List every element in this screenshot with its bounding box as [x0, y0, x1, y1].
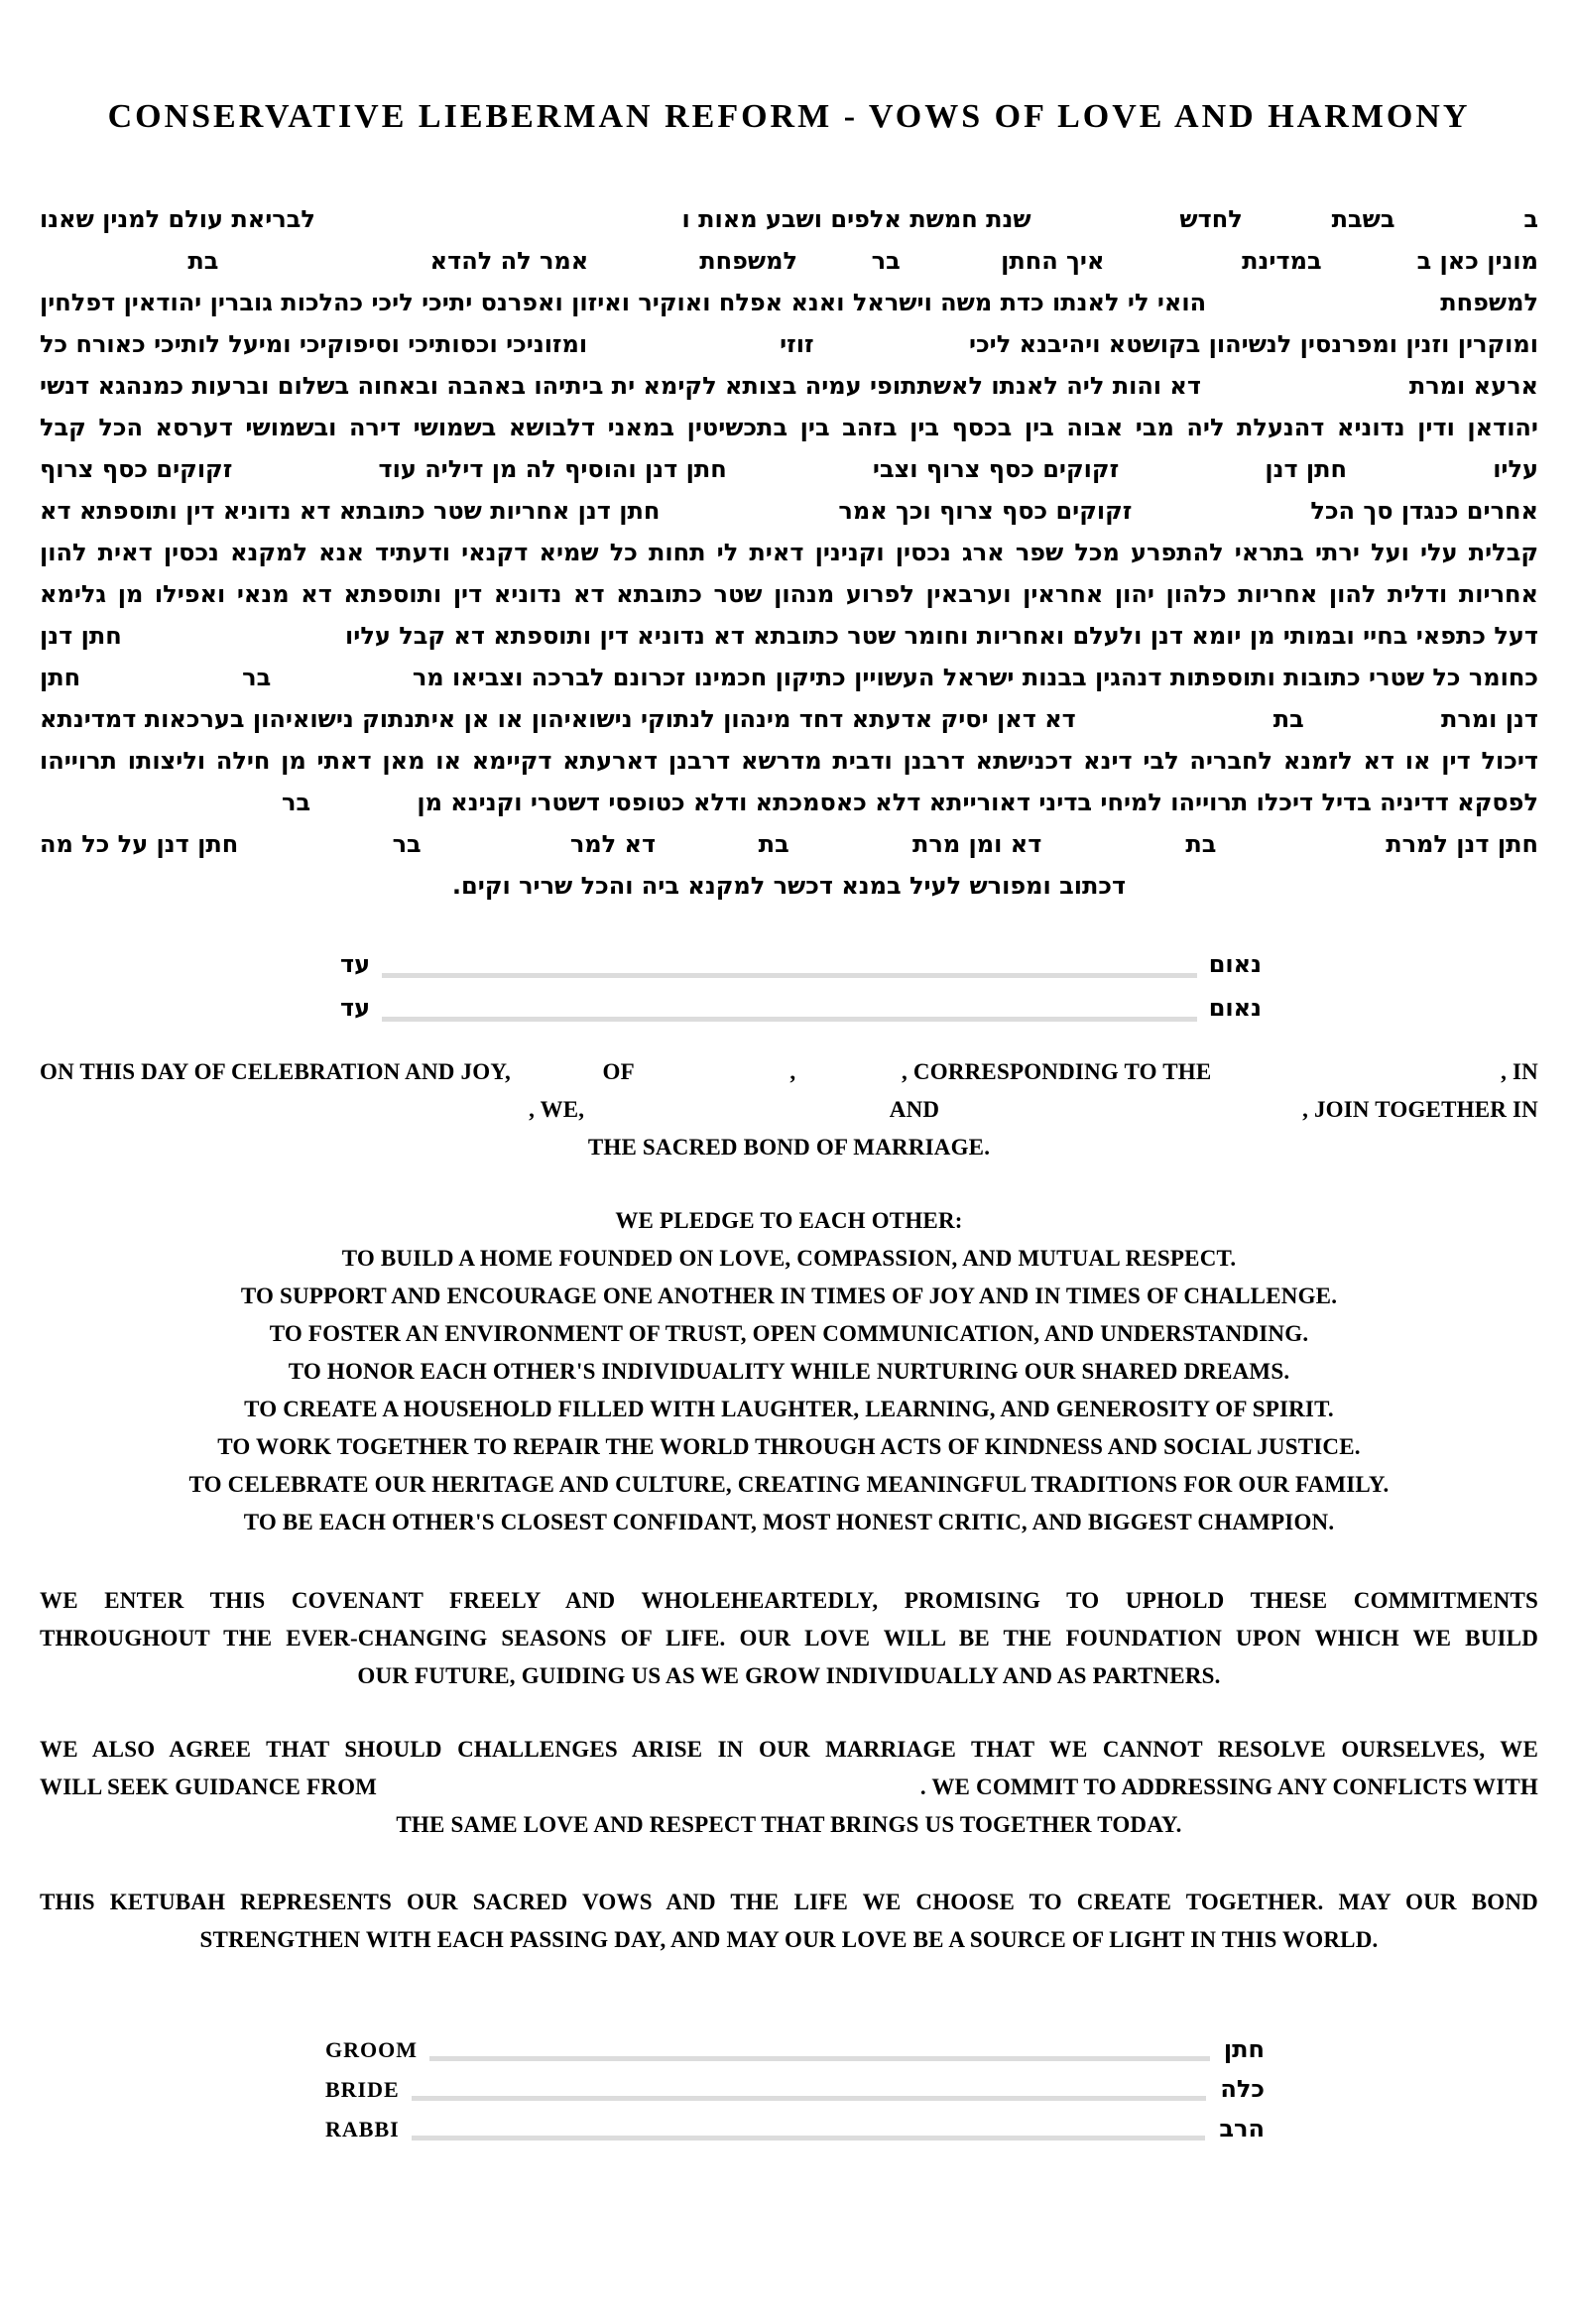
blank-field[interactable] — [218, 240, 429, 282]
text-segment: דנן ומרת — [1440, 705, 1538, 733]
hebrew-line — [40, 448, 1538, 490]
blank-field[interactable] — [789, 823, 912, 865]
witness-row — [340, 942, 1262, 986]
blank-field[interactable] — [80, 657, 242, 698]
text-segment: לפסקא דדיניה בדיל דיכלו תרוייהו למיחי בדיני דאורייתא דלא כאסמכתא ודלא כטופסי דשטרי וקנינא מן — [417, 789, 1538, 816]
blank-field[interactable] — [1041, 823, 1185, 865]
text-segment: AND — [889, 1097, 940, 1122]
covenant-line: WE ENTER THIS COVENANT FREELY AND WHOLEHEARTEDLY, PROMISING TO UPHOLD THESE COMMITMENTS — [40, 1588, 1538, 1613]
rabbi-signature-line[interactable] — [412, 2136, 1206, 2141]
blank-field[interactable] — [238, 823, 392, 865]
witness-row — [340, 986, 1262, 1030]
text-segment: מונין כאן ב — [1416, 247, 1538, 275]
hebrew-line: קבלית עלי ועל ירתי בתראי להתפרע מכל שפר ארג נכסין וקנינין דאית לי תחות כל שמיא דקנאי ודעתיד אנא למקנא נכסין דאית להון — [40, 539, 1538, 566]
pledge-item: TO CELEBRATE OUR HERITAGE AND CULTURE, CREATING MEANINGFUL TRADITIONS FOR OUR FAMILY. — [188, 1472, 1390, 1497]
pledge-item: TO WORK TOGETHER TO REPAIR THE WORLD THROUGH ACTS OF KINDNESS AND SOCIAL JUSTICE. — [217, 1434, 1361, 1459]
kallah-label: כלה — [1220, 2075, 1265, 2103]
text-segment: WILL SEEK GUIDANCE FROM — [40, 1774, 378, 1799]
text-segment: , WE, — [529, 1097, 585, 1122]
text-segment: זקוקים כסף צרוף — [40, 455, 233, 483]
closing-line: THIS KETUBAH REPRESENTS OUR SACRED VOWS AND THE LIFE WE CHOOSE TO CREATE TOGETHER. MAY OUR BOND — [40, 1890, 1538, 1914]
blank-field[interactable] — [422, 823, 570, 865]
document-title: CONSERVATIVE LIEBERMAN REFORM - VOWS OF LOVE AND HARMONY — [107, 98, 1471, 135]
text-segment: בשבת — [1331, 205, 1395, 233]
text-segment: אחרים כנגדן סך הכל — [1310, 497, 1538, 525]
party-signature-section — [40, 2029, 1538, 2148]
bride-signature-line[interactable] — [412, 2096, 1207, 2101]
rabbi-label: RABBI — [325, 2117, 400, 2141]
hebrew-line — [40, 657, 1538, 698]
pledge-section — [40, 1202, 1538, 1541]
text-segment: , JOIN TOGETHER IN — [1302, 1097, 1538, 1122]
hebrew-line: דיכול דין או דא לזמנא לחבריה לבי דינא דכנישתא דרבנן ודבית מדרשא דרבנן דארעתא דקיימא או מאן דאתי מן חילה וליצותו תרוייהו — [40, 747, 1538, 775]
hebrew-line — [40, 615, 1538, 657]
pledge-item: TO BE EACH OTHER'S CLOSEST CONFIDANT, MOST HONEST CRITIC, AND BIGGEST CHAMPION. — [243, 1510, 1335, 1534]
bride-signature-row — [325, 2069, 1265, 2109]
blank-field[interactable] — [1211, 1053, 1501, 1091]
ketubah-document — [0, 97, 1574, 2148]
witness-signature-section — [40, 942, 1538, 1030]
text-segment: זוזי — [780, 330, 814, 358]
text-segment: לחדש — [1179, 205, 1243, 233]
text-segment: . WE COMMIT TO ADDRESSING ANY CONFLICTS WITH — [919, 1774, 1538, 1799]
covenant-paragraph — [40, 1582, 1538, 1695]
pledge-heading: WE PLEDGE TO EACH OTHER: — [615, 1208, 963, 1233]
blank-field[interactable] — [40, 1091, 529, 1129]
text-segment: בר — [242, 664, 272, 691]
neum-label: נאום — [1208, 950, 1262, 978]
closing-line: STRENGTHEN WITH EACH PASSING DAY, AND MAY OUR LOVE BE A SOURCE OF LIGHT IN THIS WORLD. — [199, 1927, 1379, 1952]
hebrew-line — [40, 240, 1538, 282]
blank-field[interactable] — [939, 1091, 1302, 1129]
blank-field[interactable] — [797, 240, 872, 282]
blank-field[interactable] — [584, 1091, 890, 1129]
blank-field[interactable] — [635, 1053, 790, 1091]
text-segment: במדינת — [1242, 247, 1322, 275]
challenges-line: WE ALSO AGREE THAT SHOULD CHALLENGES ARISE IN OUR MARRIAGE THAT WE CANNOT RESOLVE OURSELVES, WE — [40, 1737, 1538, 1762]
bride-label: BRIDE — [325, 2077, 400, 2102]
blank-field[interactable] — [901, 240, 1001, 282]
text-segment: בת — [758, 830, 789, 858]
text-segment: , CORRESPONDING TO THE — [902, 1059, 1212, 1084]
challenges-line: THE SAME LOVE AND RESPECT THAT BRINGS US TOGETHER TODAY. — [396, 1812, 1182, 1837]
text-segment: דא ומן מרת — [911, 830, 1042, 858]
text-segment: איך החתן — [1001, 247, 1105, 275]
blank-field[interactable] — [232, 448, 378, 490]
text-segment: חתן דנן למרת — [1386, 830, 1538, 858]
pledge-item: TO CREATE A HOUSEHOLD FILLED WITH LAUGHTER, LEARNING, AND GENEROSITY OF SPIRIT. — [244, 1397, 1334, 1421]
chatan-label: חתן — [1223, 2035, 1265, 2063]
blank-field[interactable] — [1322, 240, 1417, 282]
blank-field[interactable] — [310, 782, 417, 823]
blank-field[interactable] — [1076, 698, 1273, 740]
blank-field[interactable] — [1132, 490, 1310, 532]
neum-label: נאום — [1208, 994, 1262, 1022]
blank-field[interactable] — [1104, 240, 1242, 282]
text-segment: ארעא ומרת — [1408, 372, 1538, 400]
blank-field[interactable] — [1031, 198, 1180, 240]
blank-field[interactable] — [377, 1769, 920, 1806]
harav-label: הרב — [1219, 2115, 1265, 2142]
blank-field[interactable] — [660, 490, 838, 532]
hebrew-line — [40, 782, 1538, 823]
pledge-item: TO BUILD A HOME FOUNDED ON LOVE, COMPASSION, AND MUTUAL RESPECT. — [341, 1246, 1237, 1271]
hebrew-line — [40, 698, 1538, 740]
text-segment: , IN — [1501, 1059, 1538, 1084]
text-segment: בת — [187, 247, 219, 275]
blank-field[interactable] — [814, 323, 969, 365]
hebrew-line: אחריות ודלית להון אחריות כלהון יהון אחראין וערבאין לפרוע מנהון שטר כתובתא דא נדוניא דין ותוספתא דא מנאי ואפילו מן גלימא — [40, 580, 1538, 608]
hebrew-line — [40, 365, 1538, 407]
text-segment: חתן דנן אחריות שטר כתובתא דא נדוניא דין ותוספתא דא — [40, 497, 661, 525]
rabbi-signature-row — [325, 2109, 1265, 2148]
blank-field[interactable] — [1206, 282, 1440, 323]
groom-label: GROOM — [325, 2037, 418, 2062]
challenges-paragraph — [40, 1731, 1538, 1844]
text-segment: למשפחת — [1440, 289, 1538, 316]
text-segment: זקוקים כסף צרוף וצבי — [872, 455, 1120, 483]
blank-field[interactable] — [511, 1053, 602, 1091]
groom-signature-line[interactable] — [429, 2056, 1210, 2061]
text-segment: ומוקרין וזנין ומפרנסין לנשיהון בקושטא ויהיבנא ליכי — [969, 330, 1538, 358]
text-segment: דא למר — [569, 830, 657, 858]
hebrew-line — [40, 198, 1538, 240]
text-segment: בר — [282, 789, 311, 816]
blank-field[interactable] — [271, 657, 413, 698]
text-segment: אמר לה להדא — [429, 247, 589, 275]
pledge-item: TO HONOR EACH OTHER'S INDIVIDUALITY WHILE NURTURING OUR SHARED DREAMS. — [288, 1359, 1290, 1384]
english-date-line — [40, 1053, 1538, 1091]
text-segment: חתן — [40, 664, 81, 691]
text-segment: כחומר כל שטרי כתובות ותוספתות דנהגין בבנות ישראל העשויין כתיקון חכמינו זכרונם לברכה וצביאו מר — [412, 664, 1538, 691]
text-segment: , — [789, 1059, 796, 1084]
text-segment: לבריאת עולם למנין שאנו — [39, 205, 315, 233]
sacred-bond-line: THE SACRED BOND OF MARRIAGE. — [587, 1135, 991, 1160]
blank-field[interactable] — [1304, 698, 1441, 740]
hebrew-line: יהודאן ודין נדוניא דהנעלת ליה מבי אבוה בין בכסף בין בזהב בין בתכשיטין במאני דלבושא בשמושי דירה ובשמושי דערסא הכל קבל — [40, 414, 1538, 441]
hebrew-line — [40, 490, 1538, 532]
english-names-line — [40, 1091, 1538, 1129]
ed-label: עד — [340, 950, 371, 978]
blank-field[interactable] — [1216, 823, 1386, 865]
text-segment: חתן דנן על כל מה — [40, 830, 239, 858]
blank-field[interactable] — [40, 782, 282, 823]
hebrew-line — [40, 282, 1538, 323]
witness-signature-line[interactable] — [382, 1017, 1197, 1022]
hebrew-closing-line: דכתוב ומפורש לעיל במנא דכשר למקנא ביה והכל שריר וקים. — [451, 872, 1127, 900]
witness-signature-line[interactable] — [382, 973, 1197, 978]
text-segment: ב — [1523, 205, 1538, 233]
text-segment: דא והות ליה לאנתו לאשתתופי עמיה בצותא לקימא ית ביתיהו באהבה ובאחוה בשלום וברעות כמנהגא דנשי — [40, 372, 1201, 400]
text-segment: ON THIS DAY OF CELEBRATION AND JOY, — [40, 1059, 511, 1084]
text-segment: בר — [871, 247, 901, 275]
blank-field[interactable] — [1347, 448, 1493, 490]
text-segment: שנת חמשת אלפים ושבע מאות ו — [681, 205, 1031, 233]
blank-field[interactable] — [315, 198, 682, 240]
hebrew-line — [40, 323, 1538, 365]
blank-field[interactable] — [587, 323, 780, 365]
blank-field[interactable] — [588, 240, 699, 282]
pledge-item: TO FOSTER AN ENVIRONMENT OF TRUST, OPEN COMMUNICATION, AND UNDERSTANDING. — [269, 1321, 1309, 1346]
text-segment: עליו — [1493, 455, 1538, 483]
text-segment: למשפחת — [699, 247, 798, 275]
text-segment: הואי לי לאנתו כדת משה וישראל ואנא אפלח ואוקיר ואיזון ואפרנס יתיכי ליכי כהלכות גוברין יהודאין דפלחין — [40, 289, 1207, 316]
ed-label: עד — [340, 994, 371, 1022]
covenant-line: THROUGHOUT THE EVER-CHANGING SEASONS OF LIFE. OUR LOVE WILL BE THE FOUNDATION UPON WHICH WE BUILD — [40, 1626, 1538, 1651]
closing-paragraph — [40, 1884, 1538, 1959]
hebrew-text-section — [40, 198, 1538, 907]
blank-field[interactable] — [40, 240, 187, 282]
text-segment: בת — [1185, 830, 1217, 858]
pledge-item: TO SUPPORT AND ENCOURAGE ONE ANOTHER IN TIMES OF JOY AND IN TIMES OF CHALLENGE. — [240, 1284, 1338, 1308]
text-segment: זקוקים כסף צרוף וכך אמר — [838, 497, 1133, 525]
text-segment: בת — [1272, 705, 1304, 733]
english-date-section — [40, 1053, 1538, 1166]
blank-field[interactable] — [795, 1053, 902, 1091]
text-segment: בר — [392, 830, 422, 858]
text-segment: דעל כתפאי בחיי ובמותי מן יומא דנן ולעלם ואחריות וחומר שטר כתובתא דא נדוניא דין ותוספתא דא קבל עליו — [345, 622, 1538, 650]
hebrew-line — [40, 823, 1538, 865]
guidance-fill-line — [40, 1769, 1538, 1806]
groom-signature-row — [325, 2029, 1265, 2069]
text-segment: חתן דנן והוסיף לה מן דיליה עוד — [378, 455, 727, 483]
covenant-line: OUR FUTURE, GUIDING US AS WE GROW INDIVIDUALLY AND AS PARTNERS. — [357, 1663, 1221, 1688]
blank-field[interactable] — [1201, 365, 1409, 407]
text-segment: דא דאן יסיק אדעתא דחד מינהון לנתוקי נישואיהון או אן איתנתוק נישואיהון בערכאות דמדינתא — [40, 705, 1076, 733]
text-segment: חתן דנן — [1265, 455, 1348, 483]
text-segment: ומזוניכי וכסותיכי וסיפוקיכי ומיעל לותיכי כאורח כל — [40, 330, 588, 358]
blank-field[interactable] — [1243, 198, 1332, 240]
blank-field[interactable] — [1119, 448, 1265, 490]
blank-field[interactable] — [1395, 198, 1524, 240]
blank-field[interactable] — [727, 448, 873, 490]
text-segment: OF — [602, 1059, 635, 1084]
blank-field[interactable] — [656, 823, 759, 865]
text-segment: חתן דנן — [40, 622, 122, 650]
blank-field[interactable] — [122, 615, 345, 657]
